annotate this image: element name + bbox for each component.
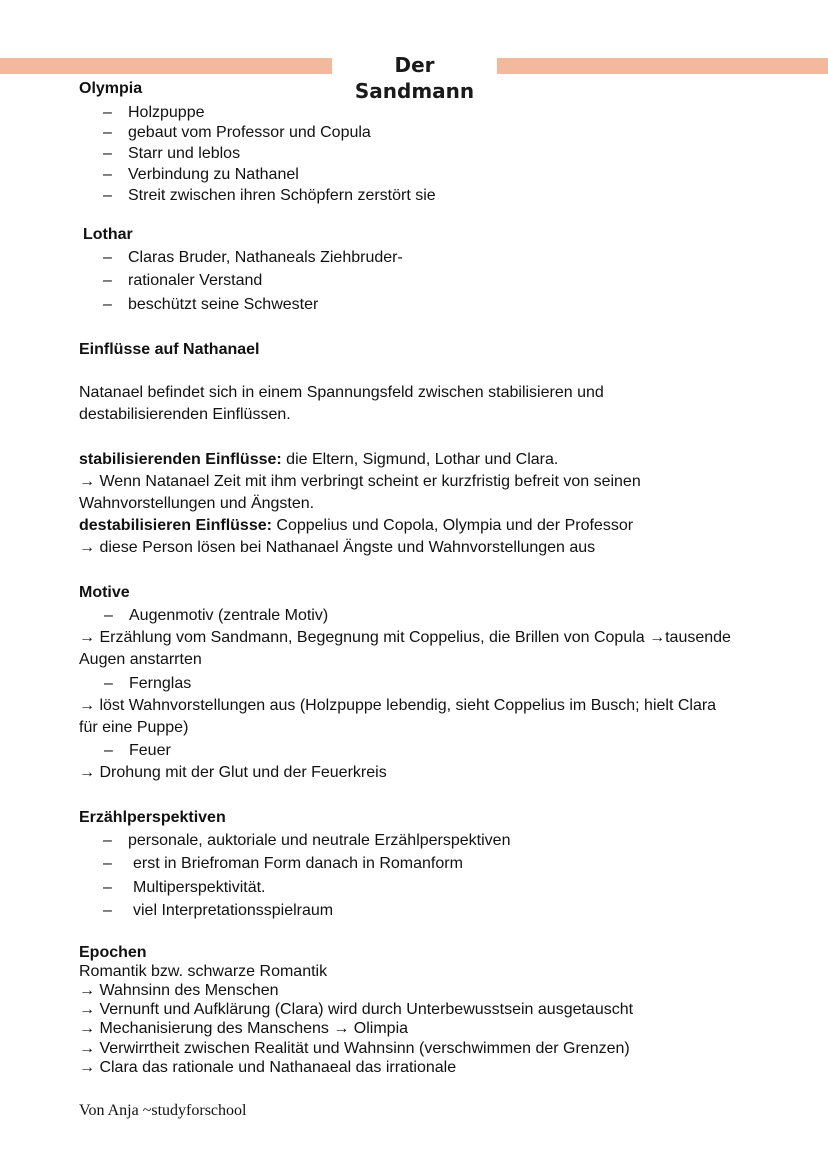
paragraph-intro-line2: destabilisierenden Einflüssen. [79, 406, 291, 423]
section-heading-lothar: Lothar [83, 226, 133, 243]
motive-1-arrow-line2: Augen anstarrten [79, 651, 202, 668]
list-dash: – [103, 249, 112, 266]
epochen-line: → Verwirrtheit zwischen Realität und Wahnsinn (verschwimmen der Grenzen) [79, 1040, 630, 1057]
list-dash: – [103, 145, 112, 162]
footer-credit: Von Anja ~studyforschool [79, 1102, 247, 1119]
list-dash: – [103, 832, 112, 849]
section-heading-motive: Motive [79, 584, 130, 601]
section-heading-epochen: Epochen [79, 944, 147, 961]
epochen-line: → Wahnsinn des Menschen [79, 982, 279, 999]
motive-3-arrow: → Drohung mit der Glut und der Feuerkreis [79, 764, 387, 781]
list-dash: – [103, 166, 112, 183]
header-bar-right [497, 58, 828, 74]
list-dash: – [103, 902, 112, 919]
page-title: Der Sandmann [354, 53, 475, 103]
stabilizing-arrow-line2: Wahnvorstellungen und Ängsten. [79, 495, 315, 512]
section-heading-olympia: Olympia [79, 80, 143, 97]
section-heading-einfluesse: Einflüsse auf Nathanael [79, 341, 260, 358]
destabilizing-arrow: → diese Person lösen bei Nathanael Ängste und Wahnvorstellungen aus [79, 539, 596, 556]
motive-1-arrow-line1: → Erzählung vom Sandmann, Begegnung mit Coppelius, die Brillen von Copula →tausende [79, 629, 731, 646]
destabilizing-text: Coppelius und Copola, Olympia und der Professor [271, 517, 634, 534]
list-dash: – [103, 104, 112, 121]
epochen-line: → Clara das rationale und Nathanaeal das irrationale [79, 1059, 457, 1076]
destabilizing-influences [79, 516, 633, 536]
destabilizing-label: destabilisieren Einflüsse: [79, 517, 272, 534]
list-dash: – [104, 607, 113, 624]
stabilizing-arrow-line1: → Wenn Natanael Zeit mit ihm verbringt scheint er kurzfristig befreit von seinen [79, 473, 641, 490]
list-dash: – [104, 675, 113, 692]
list-dash: – [103, 272, 112, 289]
epochen-line: → Mechanisierung des Manschens → Olimpia [79, 1020, 409, 1037]
stabilizing-text: die Eltern, Sigmund, Lothar und Clara. [281, 451, 559, 468]
list-dash: – [104, 742, 113, 759]
header-bar-left [0, 58, 332, 74]
epochen-line: Romantik bzw. schwarze Romantik [79, 963, 328, 980]
stabilizing-influences [79, 450, 558, 470]
motive-2-arrow-line2: für eine Puppe) [79, 719, 189, 736]
list-dash: – [103, 124, 112, 141]
epochen-line: → Vernunft und Aufklärung (Clara) wird durch Unterbewusstsein ausgetauscht [79, 1001, 634, 1018]
section-heading-erzaehlperspektiven: Erzählperspektiven [79, 809, 226, 826]
list-dash: – [103, 879, 112, 896]
list-dash: – [103, 187, 112, 204]
list-dash: – [103, 855, 112, 872]
paragraph-intro-line1: Natanael befindet sich in einem Spannungsfeld zwischen stabilisieren und [79, 384, 604, 401]
motive-2-arrow-line1: → löst Wahnvorstellungen aus (Holzpuppe lebendig, sieht Coppelius im Busch; hielt Clara [79, 697, 717, 714]
list-dash: – [103, 296, 112, 313]
stabilizing-label: stabilisierenden Einflüsse: [79, 451, 282, 468]
